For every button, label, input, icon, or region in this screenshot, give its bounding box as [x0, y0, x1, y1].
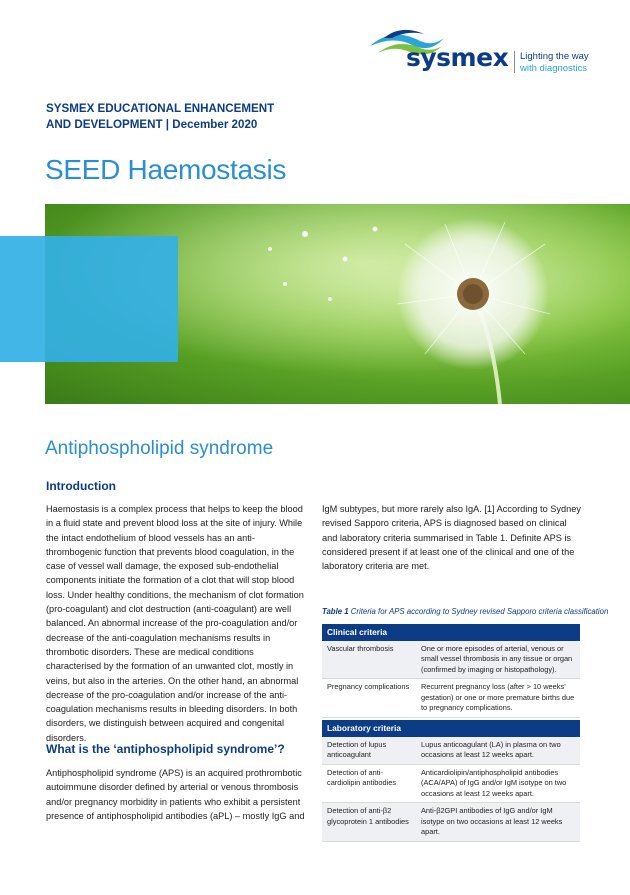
criterion-description: One or more episodes of arterial, venous or small vessel thrombosis in any tissue or organ (confirmed by imaging or histopathology). [416, 641, 580, 679]
series-label [46, 101, 326, 133]
criterion-name: Detection of lupus anticoagulant [322, 737, 416, 765]
clinical-criteria-table [322, 624, 580, 718]
table-row [322, 679, 580, 718]
clinical-criteria-header: Clinical criteria [322, 624, 580, 641]
what-is-aps-paragraph: Antiphospholipid syndrome (APS) is an acquired prothrombotic autoimmune disorder defined by arterial or venous thrombosis and/or pregnancy morbidity in patients who exhibit a persistent presence of antiphospholipid antibodies (aPL) – mostly IgG and [46, 768, 305, 821]
series-label-line-2: AND DEVELOPMENT | December 2020 [46, 118, 258, 131]
criterion-description: Anti-β2GPI antibodies of IgG and/or IgM isotype on two occasions at least 12 weeks apart. [416, 803, 580, 842]
criterion-description: Lupus anticoagulant (LA) in plasma on two occasions at least 12 weeks apart. [416, 737, 580, 765]
table-row [322, 764, 580, 803]
criterion-name: Detection of anti-β2 glycoprotein 1 antibodies [322, 803, 416, 842]
table-caption [322, 607, 608, 616]
criterion-description: Anticardiolipin/antiphospholipid antibodies (ACA/APA) of IgG and/or IgM isotype on two occasions at least 12 weeks apart. [416, 764, 580, 803]
what-is-aps-heading: What is the ‘antiphospholipid syndrome’? [46, 742, 285, 756]
table-row [322, 737, 580, 765]
introduction-heading: Introduction [46, 479, 116, 493]
table-caption-text: Criteria for APS according to Sydney revised Sapporo criteria classification [350, 607, 609, 616]
laboratory-criteria-header: Laboratory criteria [322, 720, 580, 737]
article-title: Antiphospholipid syndrome [45, 438, 274, 459]
sysmex-logo [366, 26, 591, 76]
logo-tagline-2: with diagnostics [520, 63, 588, 74]
accent-color-block [0, 236, 178, 362]
criterion-name: Vascular thrombosis [322, 641, 416, 679]
table-row [322, 641, 580, 679]
table-caption-label: Table 1 [322, 607, 349, 616]
criterion-name: Detection of anti-cardiolipin antibodies [322, 764, 416, 803]
logo-wordmark: sysmex [406, 43, 509, 72]
criterion-name: Pregnancy complications [322, 679, 416, 718]
criterion-description: Recurrent pregnancy loss (after > 10 weeks’ gestation) or one or more premature births due to pregnancy complications. [416, 679, 580, 718]
table-row [322, 803, 580, 842]
introduction-paragraph: Haemostasis is a complex process that helps to keep the blood in a fluid state and prevent blood loss at the site of injury. While the intact endothelium of blood vessels has an anti-thrombogenic function that prevents blood coagulation, in the case of vessel wall damage, the exposed sub-endothelial components initiate the formation of a clot that will stop blood loss. Under healthy conditions, the mechanism of clot formation (pro-coagulant) and clot destruction (anti-coagulant) are well balanced. An abnormal increase of the pro-coagulation and/or decrease of the anti-coagulation mechanisms results in thrombotic disorders. These are medical conditions characterised by the formation of an unwanted clot, mostly in veins, but also in the arteries. On the other hand, an abnormal decrease of the pro-coagulation and/or increase of the anti-coagulation mechanisms results in bleeding disorders. In both disorders, we distinguish between acquired and congenital disorders. [46, 504, 304, 743]
logo-tagline-1: Lighting the way [520, 51, 589, 62]
logo-divider [514, 51, 515, 73]
series-label-line-1: SYSMEX EDUCATIONAL ENHANCEMENT [46, 102, 275, 115]
right-column-paragraph: IgM subtypes, but more rarely also IgA. [1] According to Sydney revised Sapporo criteria, APS is diagnosed based on clinical and laboratory criteria summarised in Table 1. Definite APS is considered present if at least one of the clinical and one of the laboratory criteria are met. [322, 504, 581, 572]
document-title: SEED Haemostasis [45, 154, 287, 185]
laboratory-criteria-table [322, 720, 580, 842]
